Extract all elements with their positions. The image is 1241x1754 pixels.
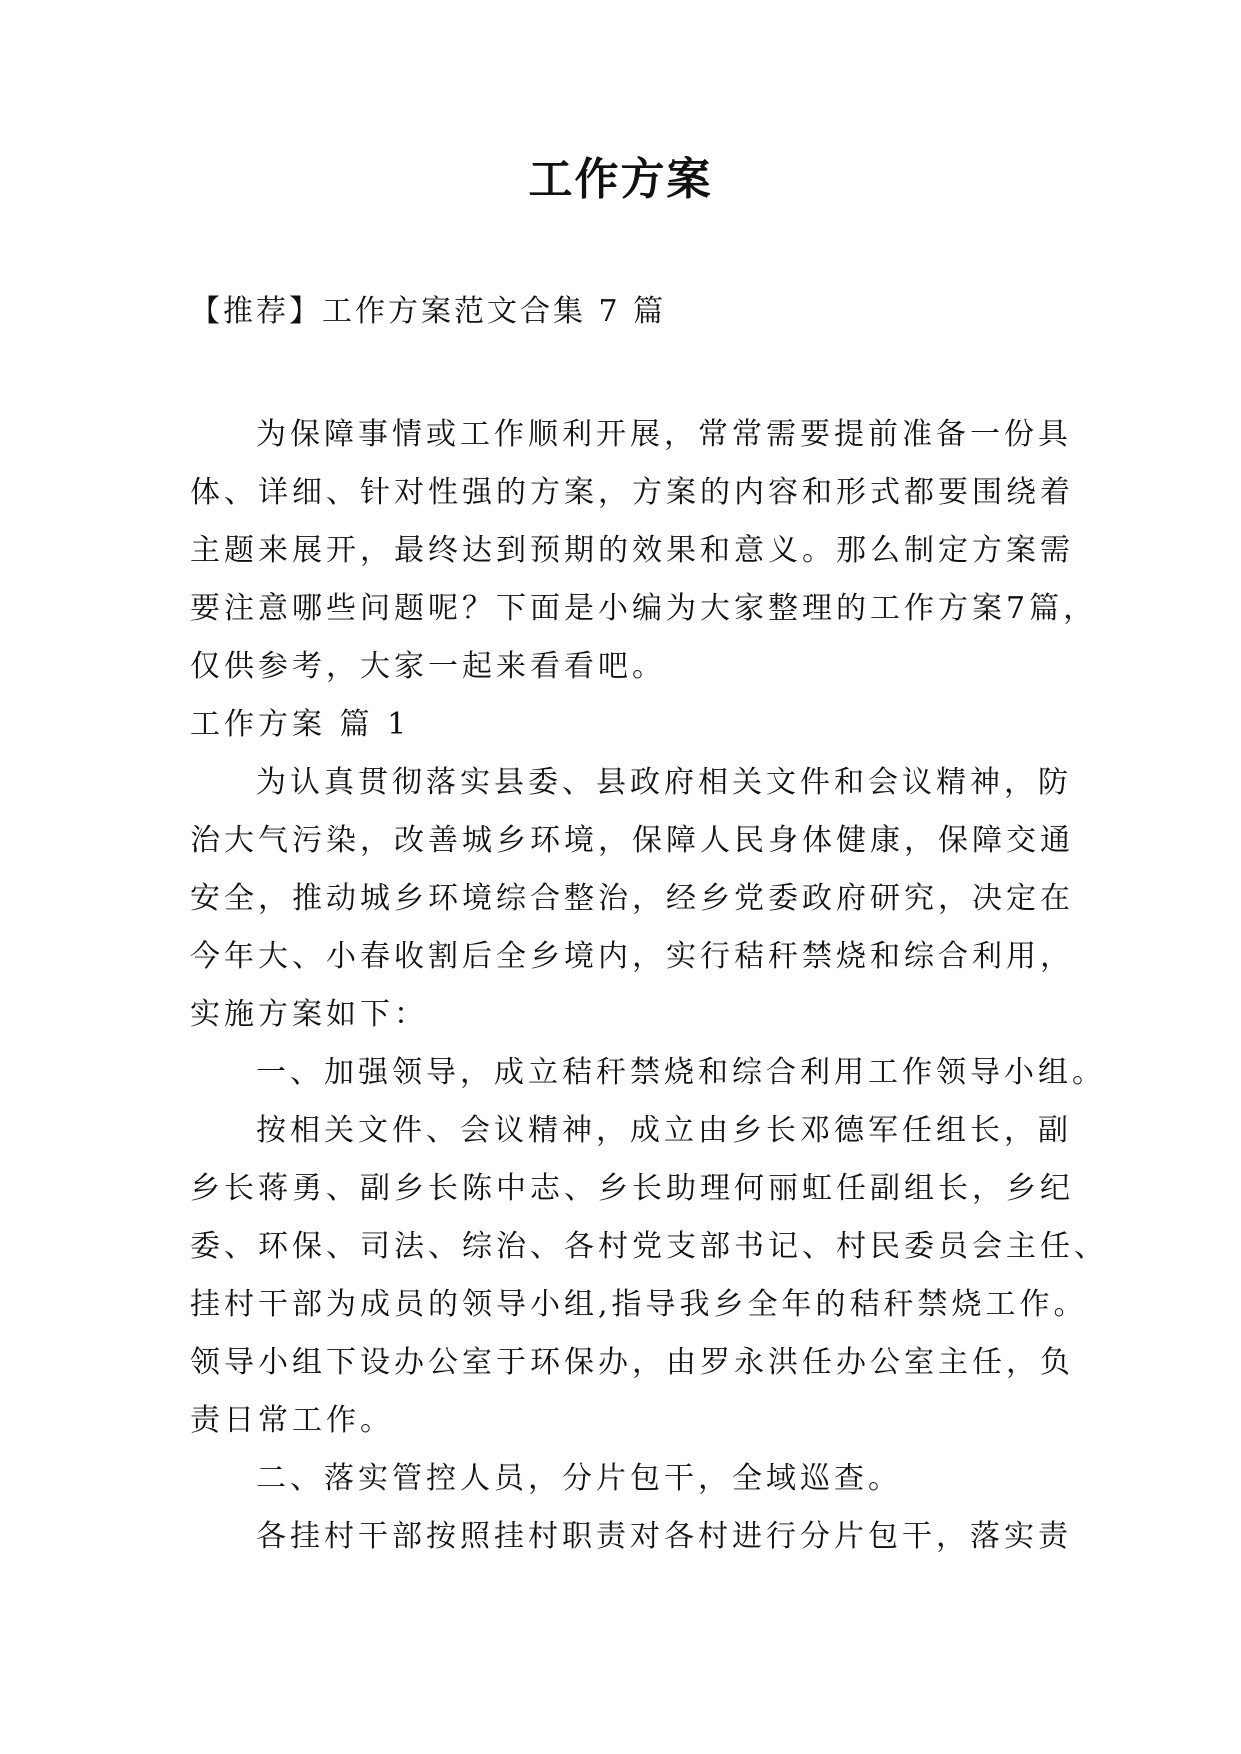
body-line: 治大气污染，改善城乡环境，保障人民身体健康，保障交通 xyxy=(190,823,1074,858)
body-line: 各挂村干部按照挂村职责对各村进行分片包干，落实责 xyxy=(256,1519,1072,1554)
section-heading: 工作方案 篇 1 xyxy=(190,707,411,742)
body-line: 责日常工作。 xyxy=(190,1403,394,1438)
body-line: 实施方案如下： xyxy=(190,997,428,1032)
body-line: 领导小组下设办公室于环保办，由罗永洪任办公室主任，负 xyxy=(190,1345,1074,1380)
body-line: 按相关文件、会议精神，成立由乡长邓德军任组长，副 xyxy=(256,1113,1072,1148)
body-line: 要注意哪些问题呢？下面是小编为大家整理的工作方案7篇， xyxy=(190,591,1098,626)
body-line: 为认真贯彻落实县委、县政府相关文件和会议精神，防 xyxy=(256,765,1072,800)
body-line: 挂村干部为成员的领导小组,指导我乡全年的秸秆禁烧工作。 xyxy=(190,1287,1088,1322)
body-line: 今年大、小春收割后全乡境内，实行秸秆禁烧和综合利用， xyxy=(190,939,1074,974)
body-line: 体、详细、针对性强的方案，方案的内容和形式都要围绕着 xyxy=(190,475,1074,510)
body-line: 仅供参考，大家一起来看看吧。 xyxy=(190,649,666,684)
body-line: 一、加强领导，成立秸秆禁烧和综合利用工作领导小组。 xyxy=(256,1055,1106,1090)
document-body xyxy=(190,406,1108,1566)
body-line: 乡长蒋勇、副乡长陈中志、乡长助理何丽虹任副组长，乡纪 xyxy=(190,1171,1074,1206)
document-title: 工作方案 xyxy=(528,154,713,205)
body-line: 为保障事情或工作顺利开展，常常需要提前准备一份具 xyxy=(256,417,1072,452)
document-subtitle: 【推荐】工作方案范文合集 7 篇 xyxy=(190,294,667,329)
body-line: 委、环保、司法、综治、各村党支部书记、村民委员会主任、 xyxy=(190,1229,1108,1264)
body-line: 主题来展开，最终达到预期的效果和意义。那么制定方案需 xyxy=(190,533,1074,568)
body-line: 安全，推动城乡环境综合整治，经乡党委政府研究，决定在 xyxy=(190,881,1074,916)
body-line: 二、落实管控人员，分片包干，全域巡查。 xyxy=(256,1461,902,1496)
